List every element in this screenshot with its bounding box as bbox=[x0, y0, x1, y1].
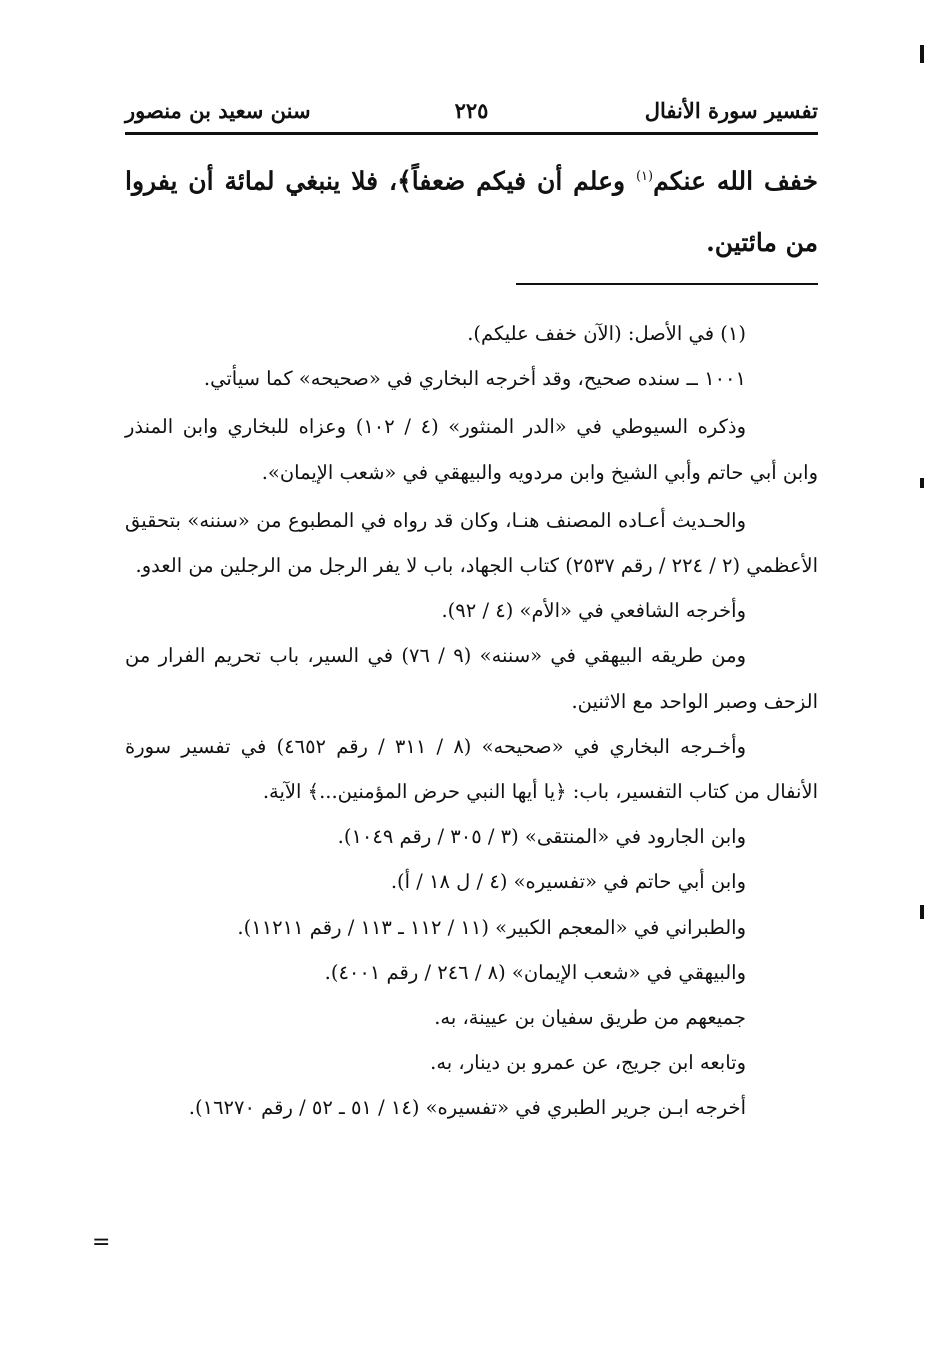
commentary-paragraph: وذكره السيوطي في «الدر المنثور» (٤ / ١٠٢) وعزاه للبخاري وابن المنذر وابن أبي حاتم وأبي الشيخ وابن مردويه والبيهقي في «شعب الإيمان». bbox=[125, 415, 818, 484]
running-header bbox=[125, 96, 818, 135]
quran-verse bbox=[125, 146, 818, 274]
commentary-paragraph: والحـديث أعـاده المصنف هنـا، وكان قد رواه في المطبوع من «سننه» بتحقيق الأعظمي (٢ / ٢٢٤ / رقم ٢٥٣٧) كتاب الجهاد، باب لا يفر الرجل من الرجلين من العدو. bbox=[125, 508, 818, 578]
scan-edge-mark bbox=[920, 478, 924, 488]
source-line: والبيهقي في «شعب الإيمان» (٨ / ٢٤٦ / رقم ٤٠٠١). bbox=[324, 960, 746, 984]
footnote-reference: (١) bbox=[635, 169, 654, 184]
source-line: أخرجه ابـن جرير الطبري في «تفسيره» (١٤ / ٥١ ـ ٥٢ / رقم ١٦٢٧٠). bbox=[188, 1096, 746, 1120]
source-line: وابن أبي حاتم في «تفسيره» (٤ / ل ١٨ / أ). bbox=[390, 870, 746, 894]
book-title: سنن سعيد بن منصور bbox=[125, 98, 311, 123]
page-number: ٢٢٥ bbox=[454, 98, 489, 123]
source-line: وتابعه ابن جريج، عن عمرو بن دينار، به. bbox=[430, 1051, 746, 1075]
continuation-mark: = bbox=[92, 1230, 111, 1255]
commentary-paragraph: وأخـرجه البخاري في «صحيحه» (٨ / ٣١١ / رقم ٤٦٥٢) في تفسير سورة الأنفال من كتاب التفسير، باب: ﴿يا أيها النبي حرض المؤمنين...﴾ الآية. bbox=[125, 734, 818, 804]
source-line: جميعهم من طريق سفيان بن عيينة، به. bbox=[434, 1006, 746, 1030]
footnote-1: (١) في الأصل: (الآن خفف عليكم). bbox=[467, 322, 746, 345]
verse-text-start: خفف الله عنكم bbox=[653, 166, 818, 196]
source-line: وابن الجارود في «المنتقى» (٣ / ٣٠٥ / رقم ١٠٤٩). bbox=[337, 825, 746, 849]
verse-text-end: وعلم أن فيكم ضعفاً﴾، فلا ينبغي لمائة أن يفروا من مائتين. bbox=[125, 166, 818, 258]
hadith-commentary: ١٠٠١ ــ سنده صحيح، وقد أخرجه البخاري في «صحيحه» كما سيأتي. bbox=[203, 367, 746, 391]
commentary-paragraph: ومن طريقه البيهقي في «سننه» (٩ / ٧٦) في السير، باب تحريم الفرار من الزحف وصبر الواحد مع الاثنين. bbox=[125, 644, 818, 713]
commentary-paragraph: وأخرجه الشافعي في «الأم» (٤ / ٩٢). bbox=[441, 599, 746, 623]
footnote-separator bbox=[516, 283, 818, 285]
source-line: والطبراني في «المعجم الكبير» (١١ / ١١٢ ـ ١١٣ / رقم ١١٢١١). bbox=[237, 915, 746, 939]
footnotes bbox=[125, 311, 818, 1131]
surah-title: تفسير سورة الأنفال bbox=[644, 98, 818, 123]
scan-edge-mark bbox=[920, 45, 924, 63]
scan-edge-mark bbox=[920, 905, 924, 919]
